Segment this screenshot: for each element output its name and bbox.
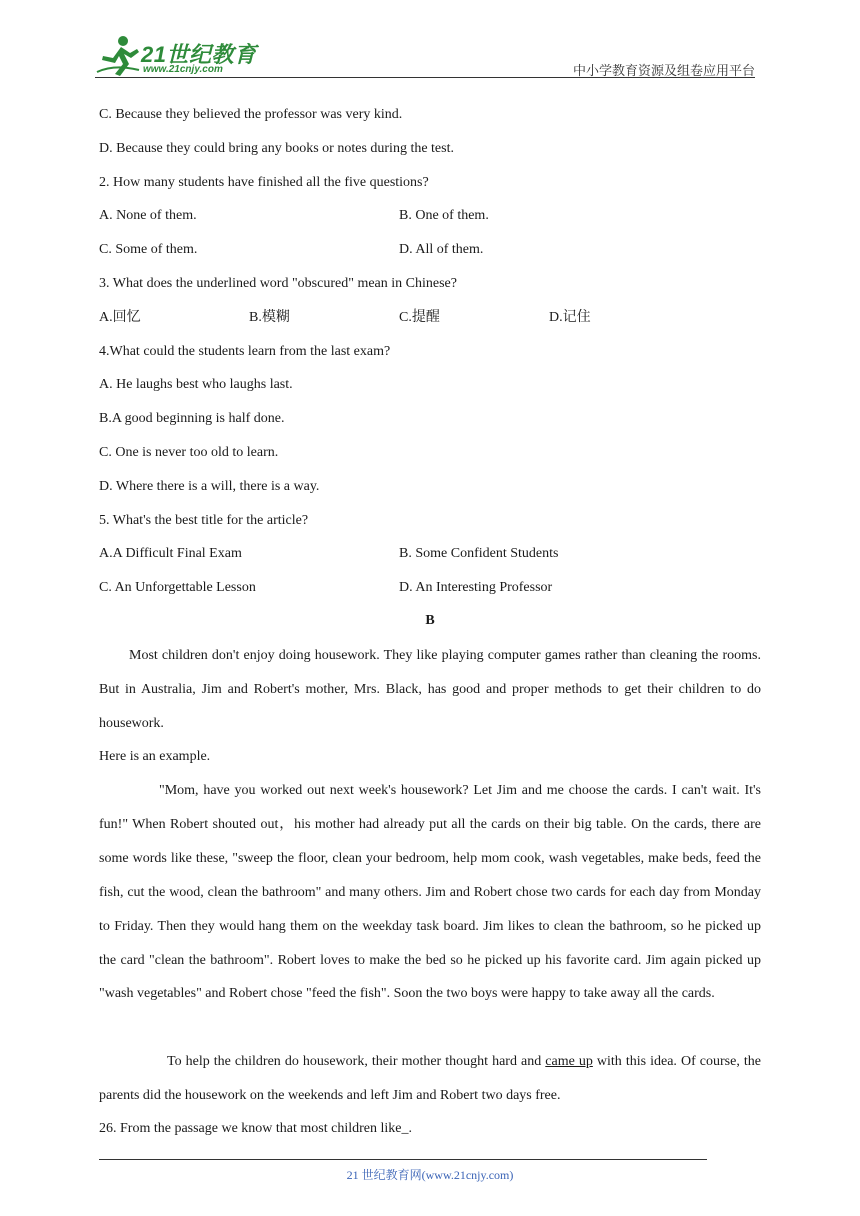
passage-paragraph-1: Most children don't enjoy doing housework. They like playing computer games rather than cleaning the rooms. But in Australia, Jim and Robert's mother, Mrs. Black, has good and proper methods to get their children to do housework.	[99, 648, 761, 731]
q4-question: 4.What could the students learn from the last exam?	[99, 344, 391, 359]
logo-url: www.21cnjy.com	[143, 64, 223, 75]
q1-option-d: D. Because they could bring any books or notes during the test.	[99, 141, 454, 156]
runner-logo-icon	[95, 34, 141, 78]
q2-option-a: A. None of them.	[99, 208, 197, 223]
site-logo	[95, 34, 265, 76]
q2-question: 2. How many students have finished all the five questions?	[99, 175, 429, 190]
paragraph-4-text-start: To help the children do housework, their mother thought hard and	[167, 1054, 546, 1069]
q5-option-b: B. Some Confident Students	[399, 546, 559, 561]
passage-paragraph-2: Here is an example.	[99, 749, 211, 764]
q3-question: 3. What does the underlined word "obscured" mean in Chinese?	[99, 276, 457, 291]
q4-option-b: B.A good beginning is half done.	[99, 411, 285, 426]
logo-text: 21世纪教育	[141, 42, 257, 67]
q3-option-a: A.回忆	[99, 310, 141, 325]
q2-option-d: D. All of them.	[399, 242, 484, 257]
q3-option-b: B.模糊	[249, 310, 290, 325]
q5-option-a: A.A Difficult Final Exam	[99, 546, 242, 561]
underlined-phrase: came up	[545, 1054, 593, 1069]
q1-option-c: C. Because they believed the professor was very kind.	[99, 107, 403, 122]
section-b-heading: B	[425, 613, 435, 628]
page-footer: 21 世纪教育网(www.21cnjy.com)	[346, 1168, 514, 1182]
q2-option-c: C. Some of them.	[99, 242, 198, 257]
passage-paragraph-3: "Mom, have you worked out next week's housework? Let Jim and me choose the cards. I can't wait. It's fun!" When Robert shouted out，his mother had already put all the cards on their big table. On the cards, there are some words like these, "sweep the floor, clean your bedroom, help mom cook, wash vegetables, make beds, feed the fish, cut the wood, clean the bathroom" and many others. Jim and Robert chose two cards for each day from Monday to Friday. Then they would hang them on the weekday task board. Jim likes to clean the bathroom, so he picked up the card "clean the bathroom". Robert loves to make the bed so he picked up his favorite card. Jim again picked up "wash vegetables" and Robert chose "feed the fish". Soon the two boys were happy to take away all the cards.	[99, 783, 761, 1002]
q5-question: 5. What's the best title for the article?	[99, 513, 309, 528]
passage-paragraph-4	[99, 1045, 761, 1113]
q3-option-d: D.记住	[549, 310, 591, 325]
paragraph-4-text-end: with this idea. Of course, the parents did the housework on the weekends and left Jim and Robert two days free.	[99, 1054, 761, 1103]
header-platform-name: 中小学教育资源及组卷应用平台	[572, 64, 755, 79]
q5-option-c: C. An Unforgettable Lesson	[99, 580, 256, 595]
q26-question: 26. From the passage we know that most children like_.	[99, 1121, 412, 1136]
q4-option-c: C. One is never too old to learn.	[99, 445, 279, 460]
q4-option-d: D. Where there is a will, there is a way.	[99, 479, 320, 494]
q4-option-a: A. He laughs best who laughs last.	[99, 377, 293, 392]
q5-option-d: D. An Interesting Professor	[399, 580, 553, 595]
page-header	[95, 30, 755, 80]
footer-divider	[99, 1159, 707, 1160]
q2-option-b: B. One of them.	[399, 208, 489, 223]
q3-option-c: C.提醒	[399, 310, 440, 325]
header-divider	[95, 77, 755, 78]
